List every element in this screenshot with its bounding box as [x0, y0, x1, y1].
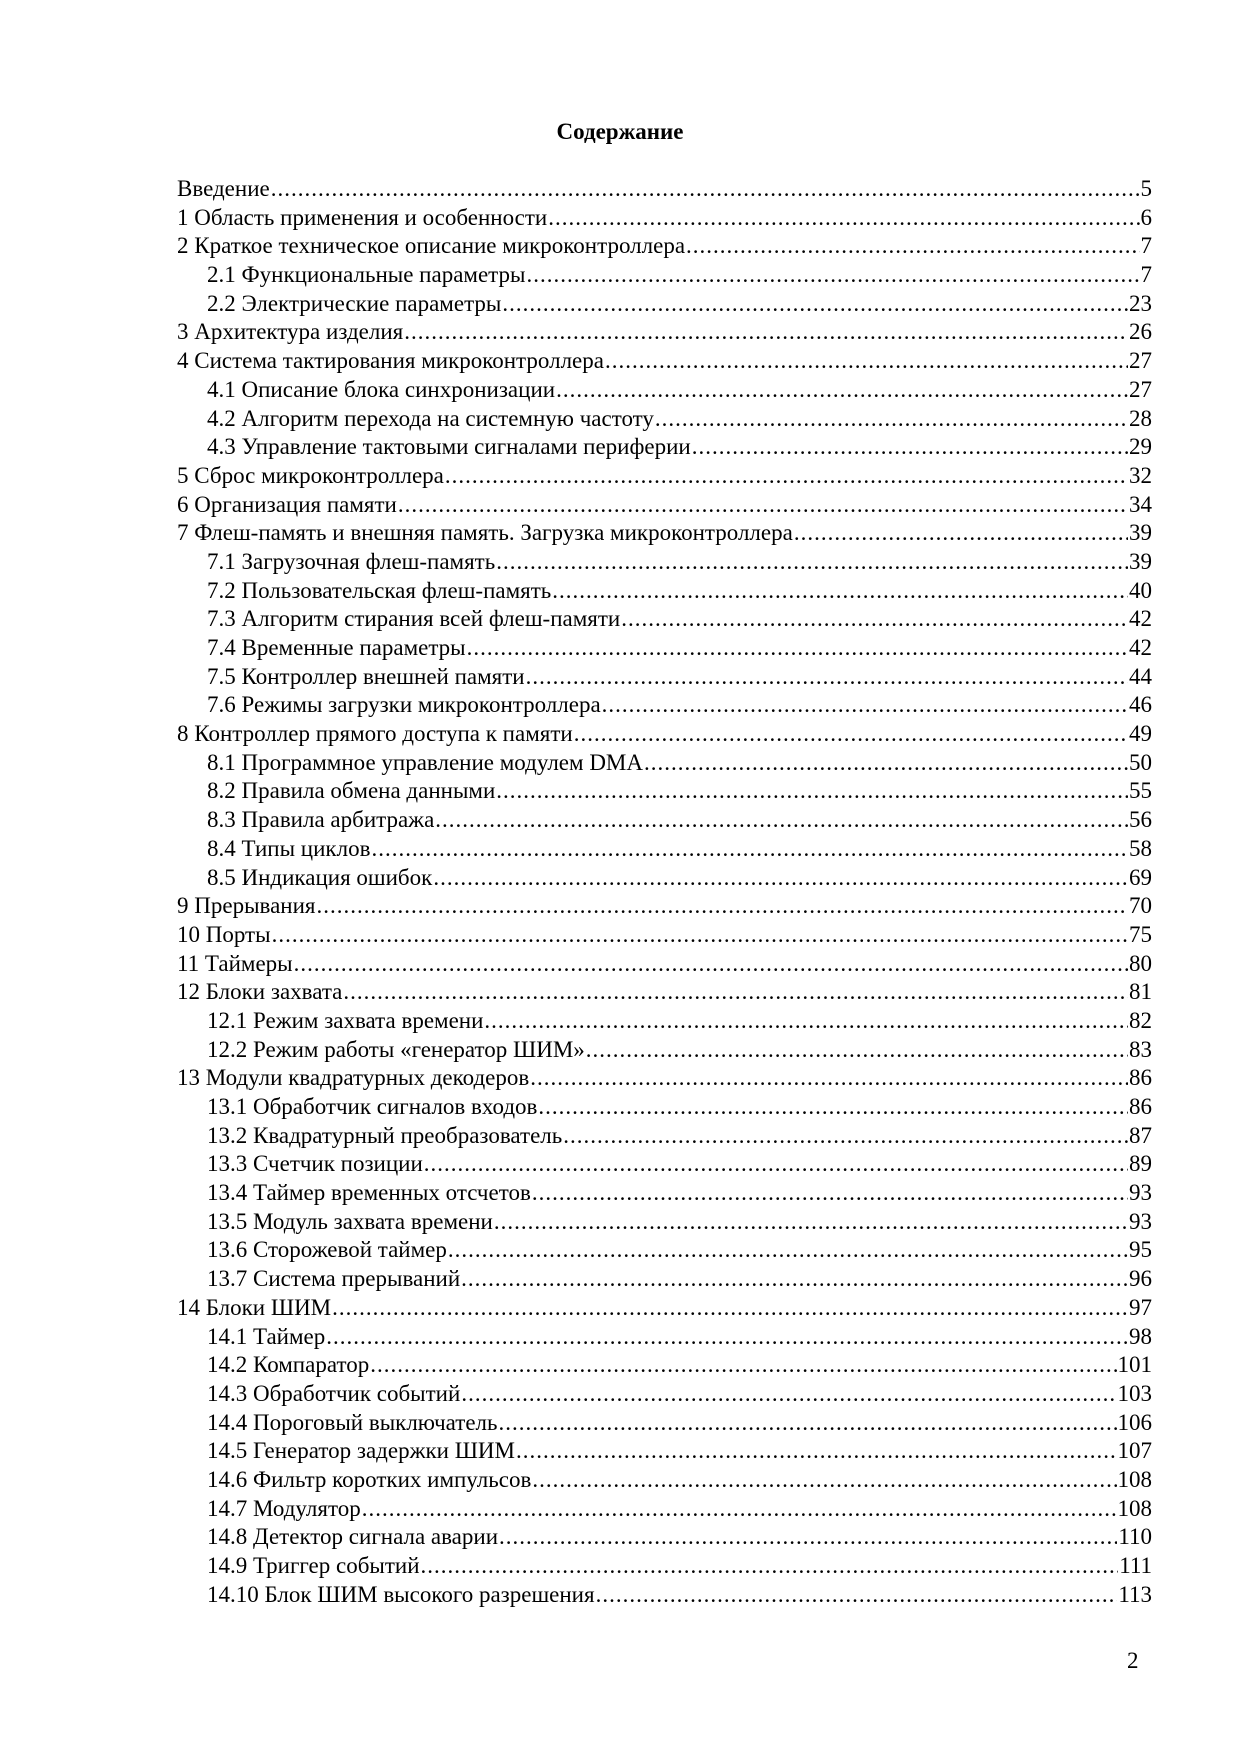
toc-entry[interactable]: [177, 1007, 1152, 1036]
table-of-contents: [177, 175, 1152, 1609]
toc-entry-page: 27: [1129, 348, 1152, 374]
toc-entry-page: 75: [1129, 921, 1152, 947]
toc-entry-page: 7: [1140, 262, 1152, 288]
toc-dot-leader: [294, 950, 1128, 978]
toc-entry[interactable]: [177, 318, 1152, 347]
toc-entry-label: 7.6 Режимы загрузки микроконтроллера: [207, 692, 601, 718]
toc-entry-label: 4 Система тактирования микроконтроллера: [177, 348, 604, 374]
toc-entry[interactable]: [177, 1495, 1152, 1524]
toc-dot-leader: [499, 1409, 1117, 1437]
toc-entry[interactable]: [177, 634, 1152, 663]
toc-entry-page: 39: [1129, 548, 1152, 574]
toc-entry-page: 55: [1129, 778, 1152, 804]
toc-entry[interactable]: [177, 1122, 1152, 1151]
toc-entry-page: 108: [1117, 1495, 1152, 1521]
toc-entry-label: Введение: [177, 176, 270, 201]
toc-entry-label: 14.5 Генератор задержки ШИМ: [207, 1438, 515, 1464]
toc-entry-page: 83: [1129, 1036, 1152, 1062]
toc-dot-leader: [343, 978, 1128, 1006]
toc-entry-label: 10 Порты: [177, 921, 271, 947]
toc-dot-leader: [494, 1208, 1128, 1236]
toc-entry-page: 86: [1129, 1094, 1152, 1119]
toc-entry[interactable]: [177, 1437, 1152, 1466]
toc-dot-leader: [644, 749, 1128, 777]
toc-entry-label: 13.7 Система прерываний: [207, 1266, 461, 1292]
toc-entry[interactable]: [177, 577, 1152, 606]
toc-entry[interactable]: [177, 1409, 1152, 1438]
toc-entry[interactable]: [177, 835, 1152, 864]
toc-entry-label: 1 Область применения и особенности: [177, 204, 548, 230]
toc-entry[interactable]: [177, 433, 1152, 462]
toc-entry-label: 8.4 Типы циклов: [207, 835, 371, 861]
toc-entry-page: 23: [1129, 290, 1152, 316]
toc-dot-leader: [655, 405, 1128, 433]
toc-entry-label: 13 Модули квадратурных декодеров: [177, 1065, 530, 1091]
toc-entry-label: 11 Таймеры: [177, 950, 293, 976]
toc-entry-label: 14 Блоки ШИМ: [177, 1294, 332, 1320]
toc-dot-leader: [398, 491, 1128, 519]
toc-entry[interactable]: [177, 347, 1152, 376]
toc-dot-leader: [461, 1265, 1128, 1293]
toc-entry-page: 69: [1129, 864, 1152, 890]
toc-entry-page: 108: [1117, 1466, 1152, 1492]
toc-entry-label: 2.2 Электрические параметры: [207, 290, 502, 316]
toc-entry-label: 8.1 Программное управление модулем DMA: [207, 749, 643, 775]
toc-dot-leader: [316, 892, 1128, 920]
toc-entry[interactable]: [177, 1380, 1152, 1409]
toc-dot-leader: [596, 1581, 1118, 1609]
toc-entry[interactable]: [177, 462, 1152, 491]
toc-dot-leader: [424, 1150, 1128, 1178]
toc-dot-leader: [532, 1466, 1116, 1494]
toc-entry-label: 14.2 Компаратор: [207, 1352, 370, 1378]
toc-entry-label: 3 Архитектура изделия: [177, 319, 404, 345]
toc-entry-label: 13.4 Таймер временных отсчетов: [207, 1180, 531, 1206]
toc-entry[interactable]: [177, 1351, 1152, 1380]
toc-entry-label: 4.3 Управление тактовыми сигналами периферии: [207, 434, 691, 460]
toc-entry[interactable]: [177, 777, 1152, 806]
toc-dot-leader: [326, 1323, 1128, 1351]
toc-dot-leader: [332, 1294, 1128, 1322]
toc-dot-leader: [526, 663, 1128, 691]
toc-entry-label: 12 Блоки захвата: [177, 979, 343, 1005]
toc-entry-label: 14.6 Фильтр коротких импульсов: [207, 1466, 532, 1492]
toc-entry[interactable]: [177, 1236, 1152, 1265]
toc-entry-page: 82: [1129, 1007, 1152, 1033]
toc-entry-page: 96: [1129, 1266, 1152, 1292]
toc-entry-page: 86: [1129, 1065, 1152, 1091]
toc-entry[interactable]: [177, 1093, 1152, 1122]
toc-dot-leader: [574, 720, 1128, 748]
toc-dot-leader: [435, 806, 1128, 834]
toc-dot-leader: [496, 777, 1128, 805]
toc-entry-label: 14.4 Пороговый выключатель: [207, 1409, 498, 1435]
toc-entry[interactable]: [177, 1466, 1152, 1495]
toc-entry[interactable]: [177, 175, 1152, 204]
toc-entry[interactable]: [177, 892, 1152, 921]
toc-dot-leader: [548, 204, 1139, 232]
toc-dot-leader: [502, 290, 1128, 318]
toc-entry-label: 8 Контроллер прямого доступа к памяти: [177, 721, 573, 747]
toc-entry[interactable]: [177, 1523, 1152, 1552]
toc-entry[interactable]: [177, 1036, 1152, 1065]
toc-entry-page: 98: [1129, 1323, 1152, 1349]
toc-entry-page: 111: [1119, 1553, 1152, 1578]
toc-entry[interactable]: [177, 864, 1152, 893]
toc-entry-page: 89: [1129, 1151, 1152, 1177]
toc-entry-page: 95: [1129, 1237, 1152, 1263]
toc-entry[interactable]: [177, 605, 1152, 634]
toc-dot-leader: [371, 835, 1128, 863]
toc-dot-leader: [794, 519, 1128, 547]
toc-entry-page: 7: [1140, 233, 1152, 259]
toc-entry-label: 14.7 Модулятор: [207, 1495, 361, 1521]
toc-dot-leader: [448, 1236, 1128, 1264]
toc-entry-page: 93: [1129, 1208, 1152, 1234]
toc-dot-leader: [484, 1007, 1128, 1035]
toc-entry[interactable]: [177, 204, 1152, 233]
toc-entry-page: 26: [1129, 319, 1152, 345]
toc-entry-label: 7.3 Алгоритм стирания всей флеш-памяти: [207, 606, 621, 632]
toc-entry-label: 4.2 Алгоритм перехода на системную частоту: [207, 405, 654, 431]
toc-dot-leader: [445, 462, 1128, 490]
toc-entry-label: 13.5 Модуль захвата времени: [207, 1208, 493, 1234]
toc-dot-leader: [586, 1036, 1128, 1064]
toc-dot-leader: [538, 1093, 1128, 1121]
toc-entry[interactable]: [177, 290, 1152, 319]
toc-entry[interactable]: [177, 1581, 1152, 1610]
toc-dot-leader: [404, 318, 1128, 346]
toc-dot-leader: [496, 548, 1128, 576]
toc-entry-page: 6: [1140, 204, 1152, 230]
toc-dot-leader: [605, 347, 1128, 375]
toc-entry[interactable]: [177, 376, 1152, 405]
toc-entry-label: 5 Сброс микроконтроллера: [177, 462, 444, 488]
toc-entry-label: 6 Организация памяти: [177, 491, 397, 517]
toc-entry-page: 42: [1129, 635, 1152, 660]
toc-entry-label: 7.2 Пользовательская флеш-память: [207, 577, 552, 603]
toc-entry[interactable]: [177, 950, 1152, 979]
toc-entry-page: 113: [1118, 1581, 1152, 1607]
toc-entry-page: 40: [1129, 577, 1152, 603]
toc-dot-leader: [370, 1351, 1116, 1379]
toc-entry-page: 56: [1129, 807, 1152, 833]
toc-entry[interactable]: [177, 806, 1152, 835]
toc-entry[interactable]: [177, 519, 1152, 548]
toc-entry-page: 42: [1129, 606, 1152, 632]
toc-entry-page: 87: [1129, 1122, 1152, 1148]
toc-dot-leader: [686, 232, 1139, 260]
toc-entry-page: 101: [1117, 1352, 1152, 1378]
toc-entry[interactable]: [177, 663, 1152, 692]
toc-entry-label: 4.1 Описание блока синхронизации: [207, 376, 556, 402]
toc-dot-leader: [272, 921, 1128, 949]
toc-entry[interactable]: [177, 1179, 1152, 1208]
page-title: Содержание: [556, 119, 684, 144]
toc-entry-page: 81: [1129, 979, 1152, 1005]
toc-entry-page: 50: [1129, 749, 1152, 775]
toc-entry[interactable]: [177, 1323, 1152, 1352]
toc-entry[interactable]: [177, 232, 1152, 261]
toc-entry-page: 110: [1118, 1524, 1152, 1550]
toc-dot-leader: [421, 1552, 1119, 1580]
toc-entry[interactable]: [177, 1294, 1152, 1323]
toc-entry-label: 7.5 Контроллер внешней памяти: [207, 663, 525, 689]
toc-dot-leader: [433, 864, 1128, 892]
toc-dot-leader: [499, 1523, 1117, 1551]
toc-entry[interactable]: [177, 978, 1152, 1007]
toc-entry-label: 12.2 Режим работы «генератор ШИМ»: [207, 1036, 585, 1062]
toc-entry[interactable]: [177, 1150, 1152, 1179]
toc-entry[interactable]: [177, 1552, 1152, 1581]
toc-entry-label: 13.2 Квадратурный преобразователь: [207, 1122, 563, 1148]
toc-entry[interactable]: [177, 405, 1152, 434]
toc-entry-label: 13.6 Сторожевой таймер: [207, 1237, 447, 1263]
toc-entry-label: 9 Прерывания: [177, 893, 316, 919]
toc-entry-page: 44: [1129, 663, 1152, 689]
toc-entry[interactable]: [177, 491, 1152, 520]
toc-entry-page: 5: [1140, 176, 1152, 201]
toc-entry-label: 8.5 Индикация ошибок: [207, 864, 433, 890]
toc-entry-page: 58: [1129, 835, 1152, 861]
toc-entry[interactable]: [177, 1064, 1152, 1093]
toc-entry-label: 12.1 Режим захвата времени: [207, 1007, 484, 1033]
toc-dot-leader: [532, 1179, 1128, 1207]
toc-entry-page: 103: [1117, 1380, 1152, 1406]
toc-entry-label: 14.1 Таймер: [207, 1323, 326, 1349]
toc-entry-label: 14.9 Триггер событий: [207, 1553, 420, 1578]
toc-entry-page: 27: [1129, 376, 1152, 402]
toc-entry-label: 14.10 Блок ШИМ высокого разрешения: [207, 1581, 595, 1607]
toc-entry[interactable]: [177, 749, 1152, 778]
toc-entry[interactable]: [177, 921, 1152, 950]
toc-dot-leader: [563, 1122, 1128, 1150]
toc-entry-page: 29: [1129, 434, 1152, 460]
toc-entry-page: 34: [1129, 491, 1152, 517]
toc-dot-leader: [271, 175, 1140, 203]
toc-entry-page: 46: [1129, 692, 1152, 718]
toc-entry[interactable]: [177, 548, 1152, 577]
toc-dot-leader: [602, 691, 1128, 719]
toc-entry[interactable]: [177, 1208, 1152, 1237]
toc-entry-label: 14.3 Обработчик событий: [207, 1380, 461, 1406]
toc-entry-label: 14.8 Детектор сигнала аварии: [207, 1524, 499, 1550]
toc-entry-page: 28: [1129, 405, 1152, 431]
toc-entry-page: 70: [1129, 893, 1152, 919]
toc-entry-page: 39: [1129, 520, 1152, 546]
toc-dot-leader: [692, 433, 1128, 461]
toc-entry-label: 7.4 Временные параметры: [207, 635, 466, 660]
toc-entry-page: 106: [1117, 1409, 1152, 1435]
toc-entry-page: 93: [1129, 1180, 1152, 1206]
toc-entry-label: 7 Флеш-память и внешняя память. Загрузка микроконтроллера: [177, 520, 793, 546]
toc-entry[interactable]: [177, 720, 1152, 749]
toc-entry-label: 7.1 Загрузочная флеш-память: [207, 548, 496, 574]
toc-entry-page: 49: [1129, 721, 1152, 747]
page-number: 2: [1127, 1648, 1139, 1673]
toc-entry[interactable]: [177, 261, 1152, 290]
toc-dot-leader: [467, 634, 1128, 662]
toc-dot-leader: [461, 1380, 1116, 1408]
toc-dot-leader: [621, 605, 1128, 633]
toc-entry-label: 13.3 Счетчик позиции: [207, 1151, 423, 1177]
toc-dot-leader: [362, 1495, 1117, 1523]
toc-entry[interactable]: [177, 691, 1152, 720]
toc-dot-leader: [552, 577, 1128, 605]
toc-entry-label: 8.2 Правила обмена данными: [207, 778, 496, 804]
toc-entry-page: 80: [1129, 950, 1152, 976]
toc-entry-label: 8.3 Правила арбитража: [207, 807, 435, 833]
toc-dot-leader: [526, 261, 1139, 289]
toc-entry-page: 97: [1129, 1294, 1152, 1320]
toc-entry-label: 13.1 Обработчик сигналов входов: [207, 1094, 538, 1119]
toc-dot-leader: [556, 376, 1128, 404]
toc-dot-leader: [516, 1437, 1117, 1465]
toc-entry-label: 2 Краткое техническое описание микроконтроллера: [177, 233, 686, 259]
toc-entry-page: 32: [1129, 462, 1152, 488]
toc-entry-page: 107: [1117, 1438, 1152, 1464]
toc-entry[interactable]: [177, 1265, 1152, 1294]
toc-dot-leader: [530, 1064, 1128, 1092]
toc-entry-label: 2.1 Функциональные параметры: [207, 262, 526, 288]
